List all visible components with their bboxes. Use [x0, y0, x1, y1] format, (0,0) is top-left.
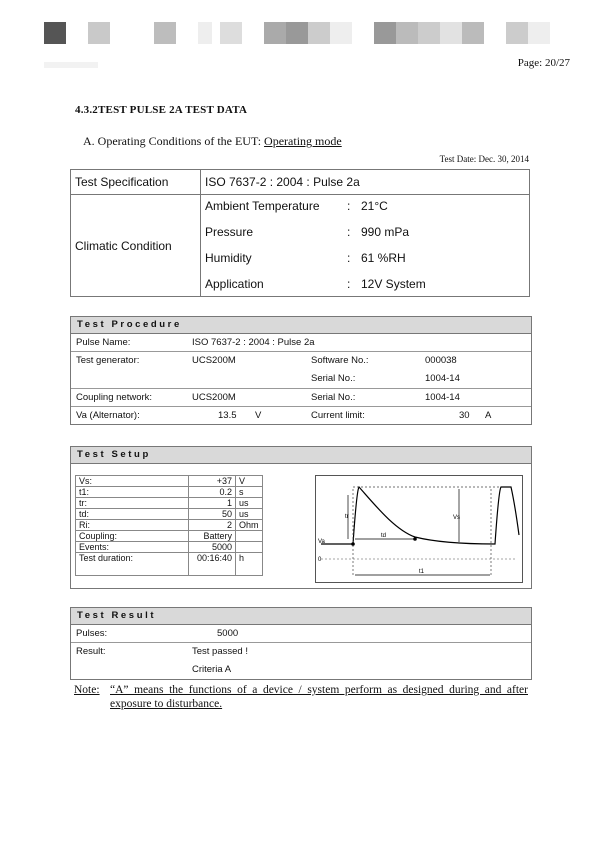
separator: : [347, 199, 351, 213]
generator-value: UCS200M [192, 355, 236, 366]
param-value: 50 [189, 509, 236, 520]
param-unit: h [236, 553, 263, 576]
va-row [71, 407, 531, 424]
setup-row [76, 487, 263, 498]
pulse-name-row [71, 334, 531, 352]
param-name: tr: [76, 498, 189, 509]
param-unit: s [236, 487, 263, 498]
param-unit [236, 531, 263, 542]
param-value: Battery [189, 531, 236, 542]
test-spec-value: ISO 7637-2 : 2004 : Pulse 2a [201, 170, 530, 195]
param-value: 0.2 [189, 487, 236, 498]
generator-label: Test generator: [76, 355, 140, 366]
td-start-dot [351, 542, 355, 546]
software-label: Software No.: [311, 355, 369, 366]
note-label: Note: [74, 684, 100, 696]
pressure-value: 990 mPa [361, 225, 410, 239]
note-text: “A” means the functions of a device / system perform as designed during and after exposure to disturbance. [110, 684, 528, 710]
serial-value: 1004-14 [425, 373, 460, 384]
separator: : [347, 251, 351, 265]
blurred-letterhead [44, 22, 574, 44]
test-result-heading: Test Result [71, 608, 531, 625]
result-label: Result: [76, 646, 106, 657]
param-unit: us [236, 498, 263, 509]
pulse-waveform-diagram [315, 475, 523, 583]
current-limit-unit: A [485, 410, 492, 421]
pulses-label: Pulses: [76, 628, 108, 639]
va-label: Va [318, 539, 325, 545]
param-value: 00:16:40 [189, 553, 236, 576]
current-limit-label: Current limit: [311, 410, 365, 421]
t1-label: t1 [419, 569, 425, 575]
setup-row [76, 542, 263, 553]
param-unit [236, 542, 263, 553]
test-spec-label: Test Specification [71, 170, 201, 195]
param-unit: us [236, 509, 263, 520]
page-number: Page: 20/27 [517, 57, 570, 69]
test-result-box [70, 607, 532, 680]
param-name: Events: [76, 542, 189, 553]
setup-row [76, 553, 263, 576]
param-value: 5000 [189, 542, 236, 553]
param-name: Ri: [76, 520, 189, 531]
test-setup-box [70, 446, 532, 589]
operating-conditions [83, 134, 342, 149]
coupling-value: UCS200M [192, 392, 236, 403]
test-date: Test Date: Dec. 30, 2014 [439, 154, 529, 164]
software-value: 000038 [425, 355, 457, 366]
separator: : [347, 225, 351, 239]
separator: : [347, 277, 351, 291]
climatic-values [201, 195, 530, 297]
ambient-temperature-label: Ambient Temperature [205, 199, 320, 213]
criteria-value: Criteria A [192, 664, 232, 675]
va-unit: V [255, 410, 262, 421]
coupling-label: Coupling network: [76, 392, 153, 403]
param-name: td: [76, 509, 189, 520]
test-setup-heading: Test Setup [71, 447, 531, 464]
param-value: +37 [189, 476, 236, 487]
climatic-condition-label: Climatic Condition [71, 195, 201, 297]
operating-mode: Operating mode [264, 134, 342, 148]
blurred-subline [44, 62, 98, 68]
note [74, 683, 528, 711]
humidity-value: 61 %RH [361, 251, 406, 265]
setup-row [76, 520, 263, 531]
param-value: 1 [189, 498, 236, 509]
serial-label: Serial No.: [311, 392, 356, 403]
param-unit: V [236, 476, 263, 487]
setup-parameters-table [75, 475, 263, 576]
humidity-label: Humidity [205, 251, 252, 265]
setup-row [76, 531, 263, 542]
param-name: Vs: [76, 476, 189, 487]
param-value: 2 [189, 520, 236, 531]
pulse-name-value: ISO 7637-2 : 2004 : Pulse 2a [192, 337, 315, 348]
test-procedure-box [70, 316, 532, 425]
setup-row [76, 498, 263, 509]
zero-label: 0 [318, 557, 322, 563]
param-name: Coupling: [76, 531, 189, 542]
va-label: Va (Alternator): [76, 410, 140, 421]
param-name: t1: [76, 487, 189, 498]
setup-row [76, 476, 263, 487]
generator-row [71, 352, 531, 389]
test-procedure-heading: Test Procedure [71, 317, 531, 334]
serial-label: Serial No.: [311, 373, 356, 384]
pulses-value: 5000 [217, 628, 239, 639]
param-unit: Ohm [236, 520, 263, 531]
td-end-dot [413, 537, 417, 541]
result-value: Test passed ! [192, 646, 248, 657]
result-row [71, 643, 531, 679]
test-specification-table [70, 169, 530, 297]
vs-label: Vs [453, 515, 461, 521]
setup-row [76, 509, 263, 520]
application-value: 12V System [361, 277, 426, 291]
application-label: Application [205, 277, 264, 291]
coupling-row [71, 389, 531, 407]
conditions-prefix: A. Operating Conditions of the EUT: [83, 134, 265, 148]
serial-value: 1004-14 [425, 392, 460, 403]
td-label: td [381, 533, 387, 539]
diagram-frame [316, 476, 523, 583]
pulses-row [71, 625, 531, 643]
tr-label: tr [345, 514, 349, 520]
pressure-label: Pressure [205, 225, 254, 239]
ambient-temperature-value: 21°C [361, 199, 388, 213]
va-value: 13.5 [218, 410, 237, 421]
param-name: Test duration: [76, 553, 189, 576]
section-title: 4.3.2TEST PULSE 2A TEST DATA [75, 104, 248, 116]
pulse-name-label: Pulse Name: [76, 337, 131, 348]
current-limit-value: 30 [459, 410, 470, 421]
